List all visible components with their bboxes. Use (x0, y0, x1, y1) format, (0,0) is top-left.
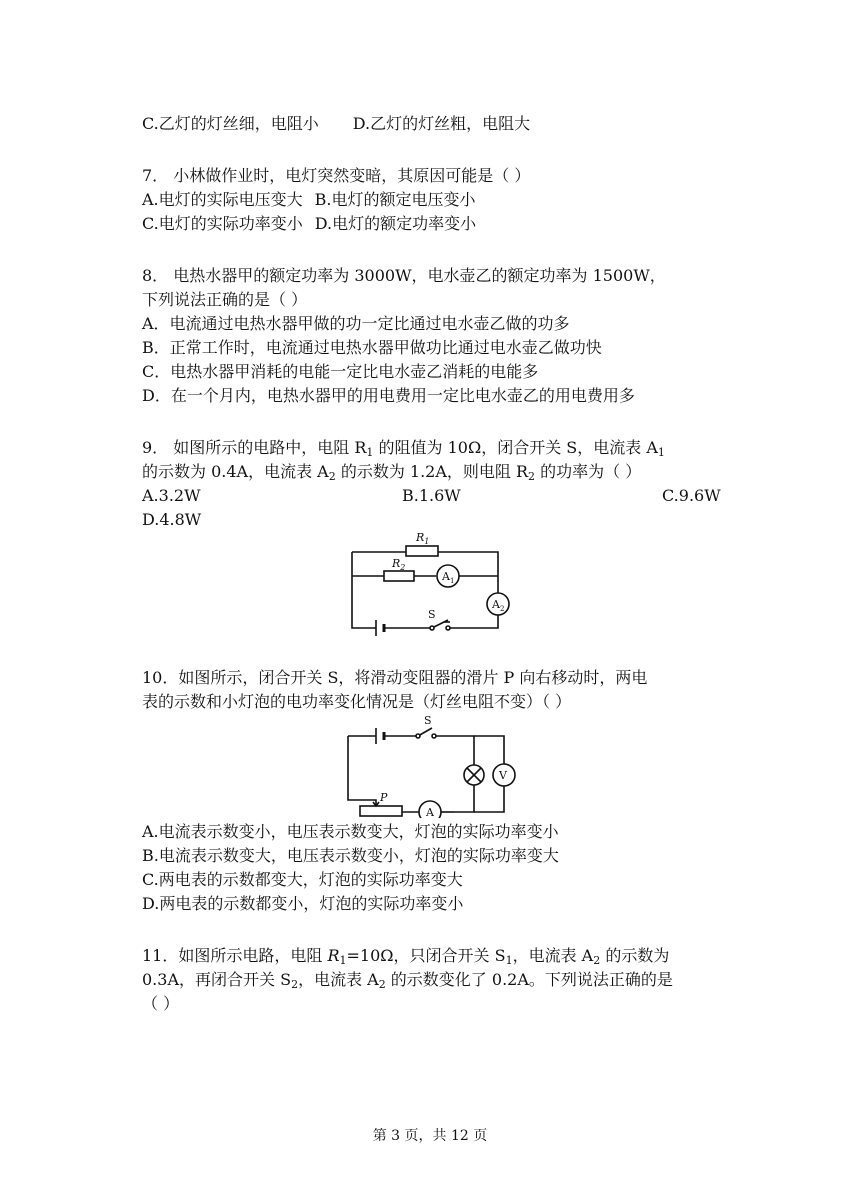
q9-option-a: A.3.2W (142, 486, 201, 505)
q9-stem-text1: 9． 如图所示的电路中，电阻 R (142, 438, 367, 457)
q9-stem-text4: 的示数为 1.2A，则电阻 R (335, 462, 529, 481)
q9-label-a1: $A_1$ (442, 570, 455, 585)
q9-r1-subscript: 1 (366, 446, 374, 459)
q8-stem-line1: 8． 电热水器甲的额定功率为 3000W，电水壶乙的额定功率为 1500W， (142, 266, 666, 285)
q9-stem-text5: 的功率为（ ） (535, 462, 642, 481)
q9-label-a2: $A_2$ (492, 598, 505, 613)
q9-stem-text2: 的阻值为 10Ω，闭合开关 S，电流表 A (373, 438, 658, 457)
q9-a2-subscript: 2 (328, 470, 336, 483)
q8-option-d: D．在一个月内，电热水器甲的用电费用一定比电水壶乙的用电费用多 (142, 386, 635, 405)
q9-stem-line2 (142, 462, 641, 487)
q11-r-subscript: 1 (339, 954, 347, 967)
q9-label-r2: $R_2$ (392, 557, 406, 572)
q11-a2-subscript: 2 (593, 954, 601, 967)
q8-option-c: C．电热水器甲消耗的电能一定比电水壶乙消耗的电能多 (142, 362, 539, 381)
q11-s2-subscript: 2 (291, 978, 299, 991)
q11-a2b-subscript: 2 (378, 978, 386, 991)
q7-option-c: C.电灯的实际功率变小 (142, 214, 303, 233)
q11-text1: 11．如图所示电路，电阻 (142, 946, 328, 965)
q10-stem-line1: 10．如图所示，闭合开关 S，将滑动变阻器的滑片 P 向右移动时，两电 (142, 668, 648, 687)
q9-option-b: B.1.6W (402, 486, 461, 505)
q10-label-p: P (380, 791, 388, 804)
q7-options-cd (142, 214, 476, 234)
q6-option-c: C.乙灯的灯丝细，电阻小 (142, 114, 319, 133)
q11-stem-line2 (142, 970, 673, 995)
q6-option-d: D.乙灯的灯丝粗，电阻大 (352, 114, 531, 133)
q7-options-ab (142, 190, 476, 210)
q9-option-c: C.9.6W (662, 486, 721, 505)
q9-option-d: D.4.8W (142, 510, 202, 529)
q8-option-a: A．电流通过电热水器甲做的功一定比通过电水壶乙做的功多 (142, 314, 570, 333)
q8-stem-line2: 下列说法正确的是（ ） (142, 290, 308, 309)
q7-stem: 7． 小林做作业时，电灯突然变暗，其原因可能是（ ） (142, 166, 531, 185)
q10-option-d: D.两电表的示数都变小，灯泡的实际功率变小 (142, 894, 464, 913)
q6-options-cd (142, 114, 530, 134)
q11-r-symbol: R (327, 946, 340, 965)
q10-stem-line2: 表的示数和小灯泡的电功率变化情况是（灯丝电阻不变）（ ） (142, 692, 572, 711)
q9-a1-subscript: 1 (657, 446, 665, 459)
q11-answer-blank: （ ） (142, 994, 180, 1013)
q10-label-v: V (499, 769, 507, 782)
q10-option-b: B.电流表示数变大，电压表示数变小，灯泡的实际功率变大 (142, 846, 559, 865)
q9-stem-line1 (142, 438, 665, 463)
q11-text3: ，电流表 A (512, 946, 594, 965)
q10-option-a: A.电流表示数变小，电压表示数变大，灯泡的实际功率变小 (142, 822, 559, 841)
q9-label-s: S (428, 608, 436, 621)
q8-option-b: B．正常工作时，电流通过电热水器甲做功比通过电水壶乙做功快 (142, 338, 602, 357)
page-footer: 第 3 页，共 12 页 (372, 1128, 488, 1144)
q11-text4: 的示数为 (600, 946, 670, 965)
q11-text6: ，电流表 A (298, 970, 379, 989)
q11-text2: =10Ω，只闭合开关 S (346, 946, 506, 965)
q7-option-b: B.电灯的额定电压变小 (314, 190, 476, 209)
q9-circuit-diagram (340, 524, 520, 636)
q9-label-r1: $R_1$ (416, 531, 430, 546)
q10-circuit-diagram (340, 712, 524, 818)
q11-stem-line1 (142, 946, 669, 971)
q10-option-c: C.两电表的示数都变大，灯泡的实际功率变大 (142, 870, 463, 889)
q9-stem-text3: 的示数为 0.4A，电流表 A (142, 462, 329, 481)
q11-text5: 0.3A，再闭合开关 S (142, 970, 292, 989)
q9-r2-subscript: 2 (528, 470, 536, 483)
q7-option-d: D.电灯的额定功率变小 (314, 214, 477, 233)
q11-text7: 的示数变化了 0.2A。下列说法正确的是 (385, 970, 673, 989)
q7-option-a: A.电灯的实际电压变大 (142, 190, 303, 209)
q11-s1-subscript: 1 (505, 954, 513, 967)
q10-label-s: S (424, 714, 432, 727)
q10-label-a: A (426, 806, 434, 818)
